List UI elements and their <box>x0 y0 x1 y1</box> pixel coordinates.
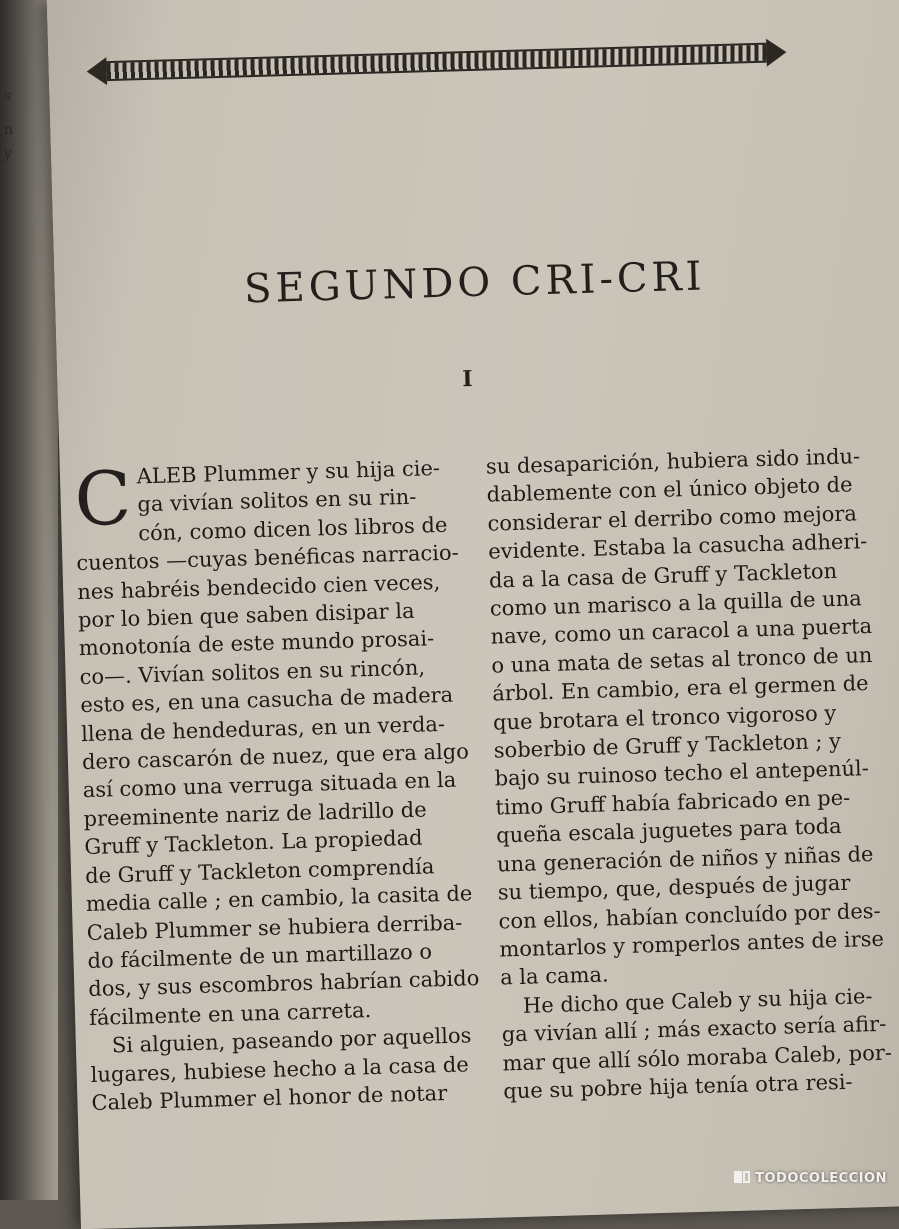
text-line: dero cascarón de nuez, que era algo <box>81 739 470 775</box>
text-line: que brotara el tronco vigoroso y <box>492 700 837 735</box>
text-line: considerar el derribo como mejora <box>487 501 858 536</box>
chapter-number: I <box>461 366 473 393</box>
text-line: co—. Vivían solitos en su rincón, <box>79 655 426 689</box>
text-line: así como una verruga situada en la <box>82 768 457 803</box>
header-ornament <box>86 37 787 87</box>
text-line: ga vivían solitos en su rin- <box>137 485 417 517</box>
text-line: Caleb Plummer el honor de notar <box>91 1080 448 1115</box>
text-column-right <box>486 442 899 1106</box>
text-line: soberbio de Gruff y Tackleton ; y <box>493 728 842 763</box>
text-line: que su pobre hija tenía otra resi- <box>503 1069 853 1104</box>
text-line: da a la casa de Gruff y Tackleton <box>488 558 838 593</box>
watermark <box>734 1171 887 1186</box>
text-line: o una mata de setas al tronco de un <box>491 642 873 678</box>
text-line: do fácilmente de un martillazo o <box>87 939 433 973</box>
text-line: su tiempo, que, después de jugar <box>497 870 851 905</box>
text-line: llena de hendeduras, en un verda- <box>80 711 446 746</box>
drop-cap: C <box>73 455 133 544</box>
text-line: cuentos —cuyas benéficas narracio- <box>76 540 459 576</box>
edge-char: s <box>4 88 12 104</box>
edge-char: y <box>4 146 12 162</box>
text-line: fácilmente en una carreta. <box>88 997 372 1030</box>
text-column-left <box>73 454 480 1118</box>
ornament-band <box>106 43 766 81</box>
text-line: como un marisco a la quilla de una <box>489 586 863 621</box>
text-line: mar que allí sólo moraba Caleb, por- <box>502 1040 893 1075</box>
text-line: Gruff y Tackleton. La propiedad <box>84 825 423 860</box>
text-line: nave, como un caracol a una puerta <box>490 614 873 650</box>
watermark-logo-icon <box>734 1171 750 1183</box>
ornament-right-tip <box>766 38 787 67</box>
text-line: esto es, en una casucha de madera <box>80 682 454 718</box>
text-line: evidente. Estaba la casucha adheri- <box>487 529 868 564</box>
text-line: media calle ; en cambio, la casita de <box>85 881 473 917</box>
text-line: cón, como dicen los libros de <box>137 512 448 546</box>
text-line: dos, y sus escombros habrían cabido <box>88 966 480 1002</box>
previous-page-edge <box>0 0 58 1200</box>
text-line: árbol. En cambio, era el germen de <box>491 671 869 706</box>
text-line: queña escala juguetes para toda <box>495 814 842 848</box>
book-page <box>47 0 899 1229</box>
text-line: por lo bien que saben disipar la <box>77 598 415 633</box>
text-line: preeminente nariz de ladrillo de <box>83 797 427 831</box>
text-line: de Gruff y Tackleton comprendía <box>84 853 435 888</box>
edge-char: n <box>4 122 14 138</box>
text-line: ALEB Plummer y su hija cie- <box>136 455 441 489</box>
text-line: Caleb Plummer se hubiera derriba- <box>86 910 463 945</box>
text-line: bajo su ruinoso techo el antepenúl- <box>494 756 870 792</box>
text-line: timo Gruff había fabricado en pe- <box>495 785 851 820</box>
text-line: lugares, hubiese hecho a la casa de <box>90 1051 470 1087</box>
text-line: Si alguien, paseando por aquellos <box>111 1023 472 1058</box>
chapter-title: SEGUNDO CRI-CRI <box>243 253 707 313</box>
text-line: ga vivían allí ; más exacto sería afir- <box>501 1011 887 1047</box>
ornament-left-tip <box>86 57 107 86</box>
text-line: dablemente con el único objeto de <box>486 472 853 508</box>
watermark-text: TODOCOLECCION <box>755 1171 887 1186</box>
text-line: a la cama. <box>499 962 609 990</box>
text-line: una generación de niños y niñas de <box>496 841 874 877</box>
text-line: He dicho que Caleb y su hija cie- <box>522 983 873 1018</box>
text-line: con ellos, habían concluído por des- <box>498 898 881 934</box>
text-line: nes habréis bendecido cien veces, <box>76 569 441 604</box>
text-line: montarlos y romperlos antes de irse <box>499 926 885 962</box>
text-line: su desaparición, hubiera sido indu- <box>485 444 861 479</box>
text-line: monotonía de este mundo prosai- <box>78 626 435 661</box>
